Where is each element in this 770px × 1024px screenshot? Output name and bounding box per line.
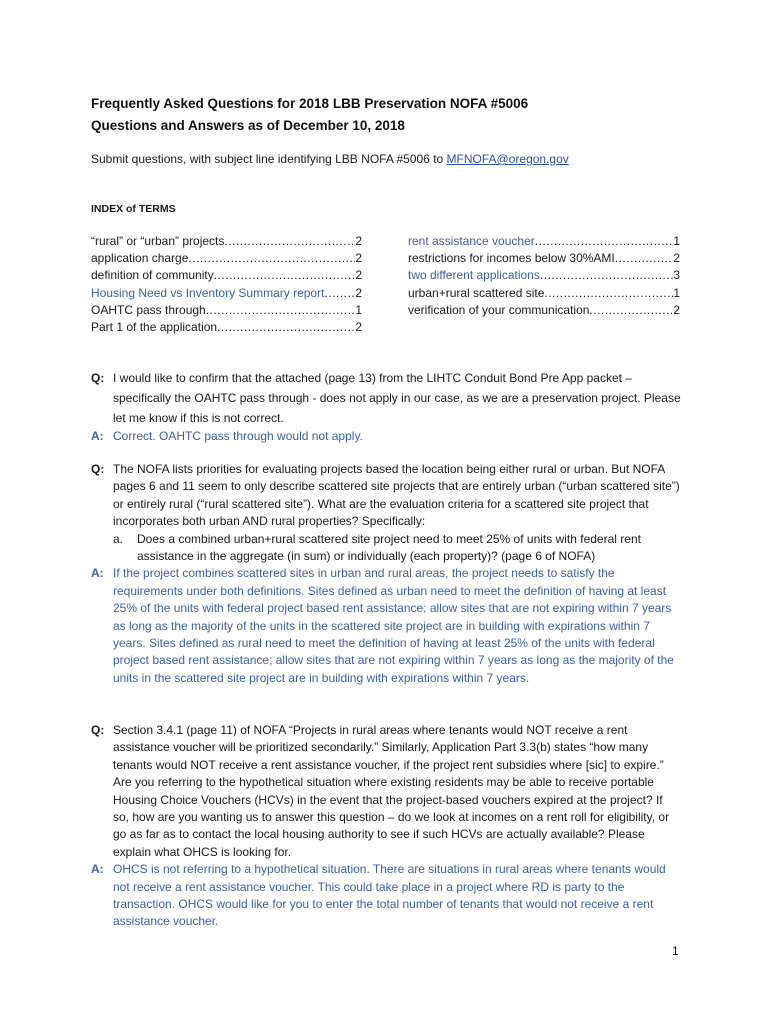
index-heading: INDEX of TERMS (91, 203, 176, 215)
question-text: I would like to confirm that the attached (page 13) from the LIHTC Conduit Bond Pre App packet – specifically the OAHTC pass through - does not apply in our case, as we are a preservation project. Please let me know if this is not correct. (113, 371, 681, 425)
qa-block-3 (91, 722, 681, 931)
document-title: Frequently Asked Questions for 2018 LBB Preservation NOFA #5006 (91, 96, 529, 111)
index-entry: urban+rural scattered site ..... 1 (408, 285, 680, 302)
question-subitem: a. Does a combined urban+rural scattered site project need to meet 25% of units with federal rent assistance in the aggregate (in sum) or individually (each property)? (page 6 of NOFA) (113, 531, 641, 564)
index-entry-link[interactable]: Housing Need vs Inventory Summary report ..... 2 (91, 285, 362, 302)
email-link[interactable]: MFNOFA@oregon.gov (446, 152, 569, 166)
index-entry-link[interactable]: rent assistance voucher ..... 1 (408, 233, 680, 250)
index-entry: restrictions for incomes below 30%AMI ..... 2 (408, 250, 680, 267)
index-entry: definition of community ..... 2 (91, 267, 362, 284)
index-entry-link[interactable]: two different applications ..... 3 (408, 267, 680, 284)
question: Q: The NOFA lists priorities for evaluating projects based the location being either rural or urban. But NOFA pages 6 and 11 seem to only describe scattered site projects that are entirely urban (“urban scattered site”) or entirely rural (“rural scattered site”). What are the evaluation criteria for a scattered site project that incorporates both urban AND rural properties? Specifically: (91, 461, 681, 531)
answer: A: If the project combines scattered sites in urban and rural areas, the project needs to satisfy the requirements under both definitions. Sites defined as urban need to meet the definition of having at least 25% of the units with federal project based rent assistance; allow sites that are not expiring within 7 years as long as the majority of the units in the scattered site project are in building with expirations within 7 years. Sites defined as rural need to meet the definition of having at least 25% of the units with federal project based rent assistance; allow sites that are not expiring within 7 years as long as the majority of the units in the scattered site project are in building with expirations within 7 years. (91, 565, 681, 687)
index-column-right (408, 233, 680, 319)
index-column-left (91, 233, 362, 336)
qa-block-1 (91, 368, 681, 445)
qa-block-2 (91, 461, 681, 687)
submit-text: Submit questions, with subject line identifying LBB NOFA #5006 to (91, 152, 447, 166)
document-subtitle: Questions and Answers as of December 10, 2018 (91, 118, 405, 133)
question: Q: Section 3.4.1 (page 11) of NOFA “Projects in rural areas where tenants would NOT receive a rent assistance voucher will be prioritized secondarily.” Similarly, Application Part 3.3(b) states “how many tenants would NOT receive a rent assistance voucher, if the project rent subsidies where [sic] to expire.” Are you referring to the hypothetical situation where existing residents may be able to receive portable Housing Choice Vouchers (HCVs) in the event that the project-based vouchers expired at the project? If so, how are you wanting us to answer this question – do we look at incomes on a rent roll for eligibility, or go as far as to contact the local housing authority to see if such HCVs are actually available? Please explain what OHCS is looking for. (91, 722, 681, 861)
answer-text: Correct. OAHTC pass through would not apply. (113, 429, 363, 443)
answer-text: OHCS is not referring to a hypothetical situation. There are situations in rural areas where tenants would not receive a rent assistance voucher. This could take place in a project where RD is party to the transaction. OHCS would like for you to enter the total number of tenants that would not receive a rent assistance voucher. (113, 862, 666, 929)
page-number: 1 (672, 944, 679, 958)
answer: A: Correct. OAHTC pass through would not apply. (91, 428, 681, 445)
index-entry: “rural” or “urban” projects ..... 2 (91, 233, 362, 250)
question-text: Section 3.4.1 (page 11) of NOFA “Projects in rural areas where tenants would NOT receive a rent assistance voucher will be prioritized secondarily.” Similarly, Application Part 3.3(b) states “how many tenants would NOT receive a rent assistance voucher, if the project rent subsidies where [sic] to expire.” Are you referring to the hypothetical situation where existing residents may be able to receive portable Housing Choice Vouchers (HCVs) in the event that the project-based vouchers expired at the project? If so, how are you wanting us to answer this question – do we look at incomes on a rent roll for eligibility, or go as far as to contact the local housing authority to see if such HCVs are actually available? Please explain what OHCS is looking for. (113, 723, 670, 859)
submit-instructions (91, 152, 569, 166)
index-entry: verification of your communication ..... 2 (408, 302, 680, 319)
index-entry: OAHTC pass through ..... 1 (91, 302, 362, 319)
index-entry: Part 1 of the application ..... 2 (91, 319, 362, 336)
answer: A: OHCS is not referring to a hypothetical situation. There are situations in rural areas where tenants would not receive a rent assistance voucher. This could take place in a project where RD is party to the transaction. OHCS would like for you to enter the total number of tenants that would not receive a rent assistance voucher. (91, 861, 681, 931)
question: Q: I would like to confirm that the attached (page 13) from the LIHTC Conduit Bond Pre App packet – specifically the OAHTC pass through - does not apply in our case, as we are a preservation project. Please let me know if this is not correct. (91, 368, 681, 428)
question-text: The NOFA lists priorities for evaluating projects based the location being either rural or urban. But NOFA pages 6 and 11 seem to only describe scattered site projects that are entirely urban (“urban scattered site”) or entirely rural (“rural scattered site”). What are the evaluation criteria for a scattered site project that incorporates both urban AND rural properties? Specifically: (113, 462, 680, 529)
answer-text: If the project combines scattered sites in urban and rural areas, the project needs to satisfy the requirements under both definitions. Sites defined as urban need to meet the definition of having at least 25% of the units with federal project based rent assistance; allow sites that are not expiring within 7 years as long as the majority of the units in the scattered site project are in building with expirations within 7 years. Sites defined as rural need to meet the definition of having at least 25% of the units with federal project based rent assistance; allow sites that are not expiring within 7 years as long as the majority of the units in the scattered site project are in building with expirations within 7 years. (113, 566, 674, 685)
index-entry: application charge ..... 2 (91, 250, 362, 267)
